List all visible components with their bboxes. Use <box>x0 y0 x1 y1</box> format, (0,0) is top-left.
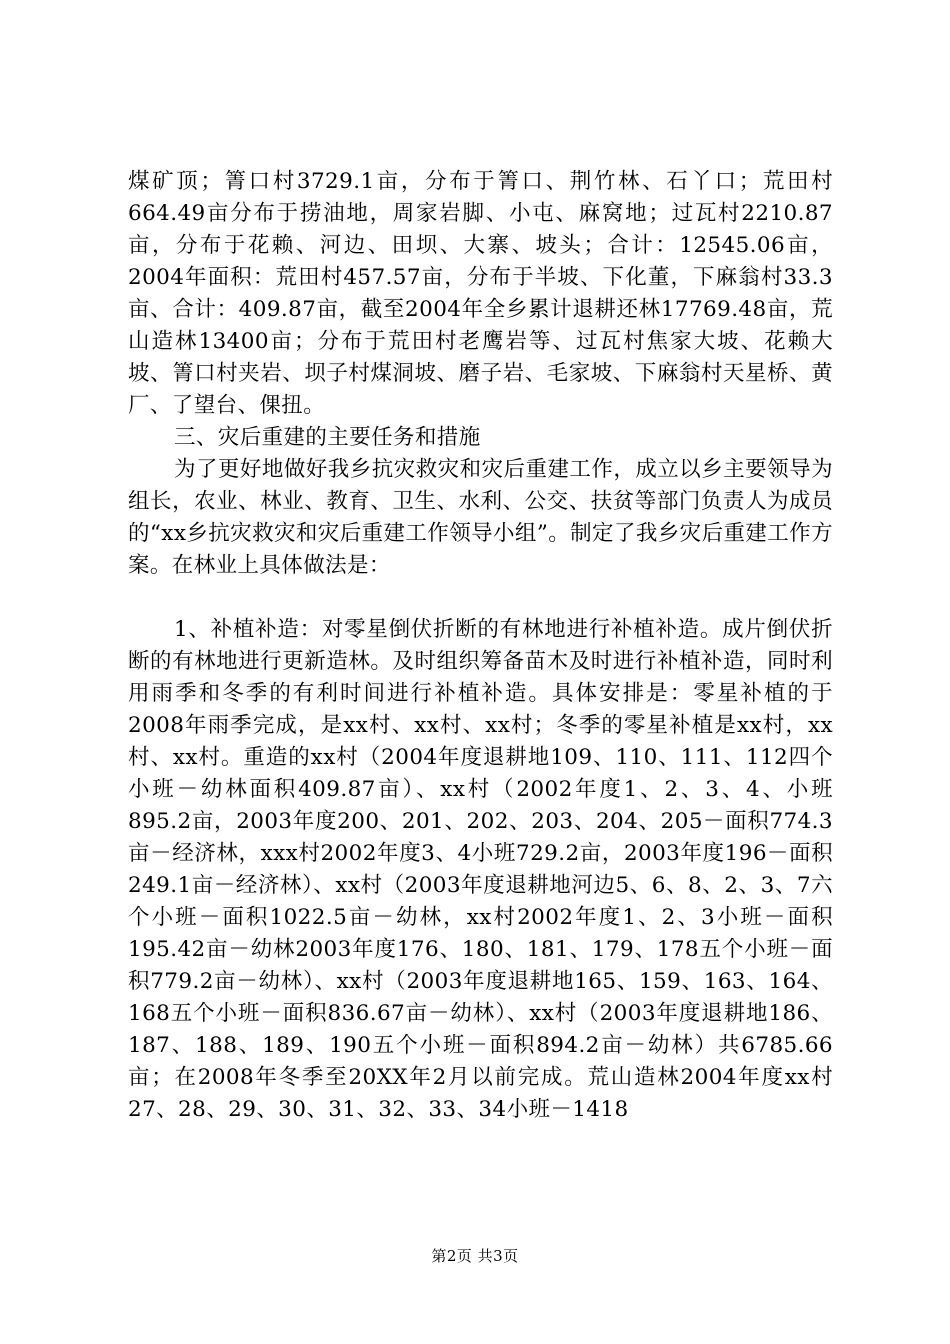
page-number-indicator: 第2页 共3页 <box>431 1247 519 1265</box>
section-heading-reconstruction: 三、灾后重建的主要任务和措施 <box>174 425 481 450</box>
page-footer <box>0 1246 950 1266</box>
paragraph-leadership-group: 为了更好地做好我乡抗灾救灾和灾后重建工作，成立以乡主要领导为组长，农业、林业、教育、卫生、水利、公交、扶贫等部门负责人为成员的“xx乡抗灾救灾和灾后重建工作领导小组”。制定了我乡灾后重建工作方案。在林业上具体做法是： <box>128 457 833 578</box>
document-body <box>128 166 833 1126</box>
paragraph-replanting: 1、补植补造：对零星倒伏折断的有林地进行补植补造。成片倒伏折断的有林地进行更新造林。及时组织筹备苗木及时进行补植补造，同时利用雨季和冬季的有利时间进行补植补造。具体安排是：零星补植的于2008年雨季完成，是xx村、xx村、xx村；冬季的零星补植是xx村，xx村、xx村。重造的xx村（2004年度退耕地109、110、111、112四个小班－幼林面积409.87亩）、xx村（2002年度1、2、3、4、小班895.2亩，2003年度200、201、202、203、204、205－面积774.3亩－经济林，xxx村2002年度3、4小班729.2亩，2003年度196－面积249.1亩－经济林）、xx村（2003年度退耕地河边5、6、8、2、3、7六个小班－面积1022.5亩－幼林，xx村2002年度1、2、3小班－面积195.42亩－幼林2003年度176、180、181、179、178五个小班－面积779.2亩－幼林）、xx村（2003年度退耕地165、159、163、164、168五个小班－面积836.67亩－幼林）、xx村（2003年度退耕地186、187、188、189、190五个小班－面积894.2亩－幼林）共6785.66亩；在2008年冬季至20XX年2月以前完成。荒山造林2004年度xx村27、28、29、30、31、32、33、34小班－1418 <box>128 617 833 1122</box>
paragraph-land-distribution: 煤矿顶；箐口村3729.1亩，分布于箐口、荆竹林、石丫口；荒田村664.49亩分布于捞油地，周家岩脚、小屯、麻窝地；过瓦村2210.87亩，分布于花赖、河边、田坝、大寨、坡头；合计：12545.06亩，2004年面积：荒田村457.57亩，分布于半坡、下化董，下麻翁村33.3亩、合计：409.87亩，截至2004年全乡累计退耕还林17769.48亩，荒山造林13400亩；分布于荒田村老鹰岩等、过瓦村焦家大坡、花赖大坡、箐口村夹岩、坝子村煤洞坡、磨子岩、毛家坡、下麻翁村天星桥、黄厂、了望台、倮扭。 <box>128 169 833 418</box>
